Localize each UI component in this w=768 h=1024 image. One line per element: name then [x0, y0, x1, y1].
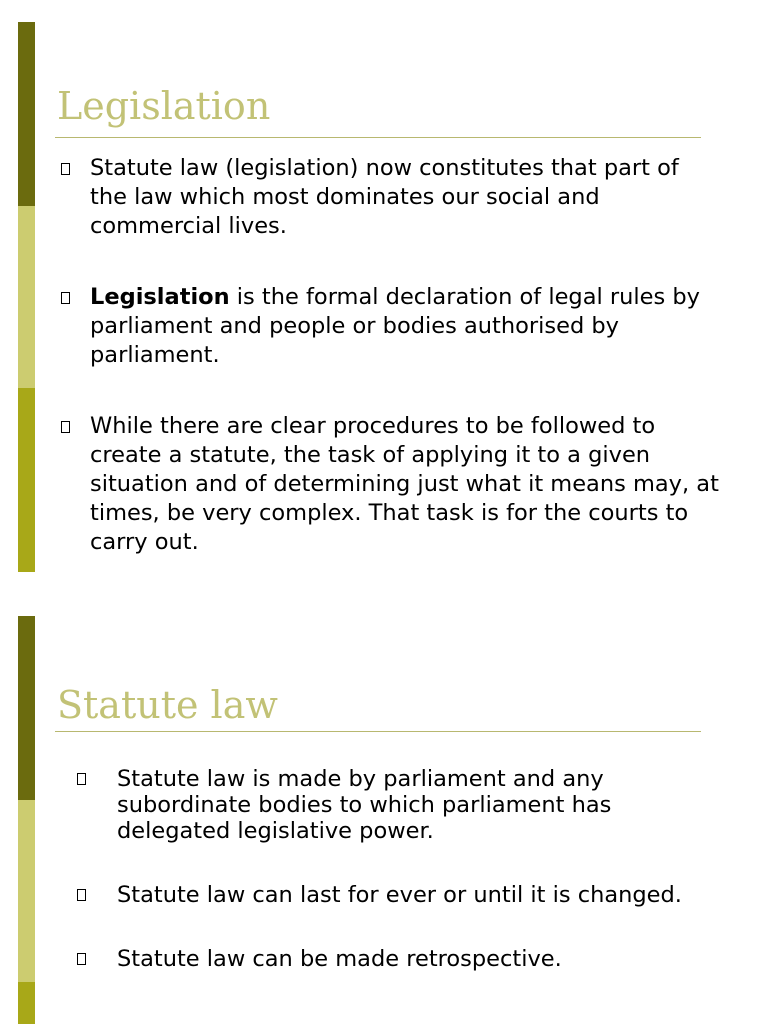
bullet-body: Statute law can last for ever or until it is changed.: [117, 882, 682, 908]
list-item: [57, 412, 722, 557]
square-bullet-icon: [61, 421, 70, 433]
title-rule: [55, 137, 701, 138]
accent-bar: [18, 22, 35, 572]
bullet-text: [90, 412, 722, 557]
slide-title: Legislation: [57, 84, 271, 128]
bullet-text: [90, 283, 722, 370]
list-item: [57, 946, 697, 972]
accent-bar-mid-segment: [18, 388, 35, 572]
accent-bar-dark-segment: [18, 22, 35, 206]
bullet-body: is the formal declaration of legal rules by parliament and people or bodies authorised by parliament.: [90, 284, 700, 368]
list-item: [57, 882, 697, 908]
accent-bar-light-segment: [18, 800, 35, 982]
bullet-bold-term: Legislation: [90, 284, 230, 310]
accent-bar-light-segment: [18, 206, 35, 388]
accent-bar-dark-segment: [18, 616, 35, 800]
list-item: [57, 283, 722, 370]
bullet-body: Statute law (legislation) now constitutes that part of the law which most dominates our social and commercial lives.: [90, 155, 679, 239]
bullet-body: Statute law is made by parliament and any subordinate bodies to which parliament has delegated legislative power.: [117, 766, 612, 844]
square-bullet-icon: [61, 292, 70, 304]
bullet-body: While there are clear procedures to be followed to create a statute, the task of applying it to a given situation and of determining just what it means may, at times, be very complex. That task is for the courts to carry out.: [90, 413, 719, 555]
bullet-body: Statute law can be made retrospective.: [117, 946, 562, 972]
list-item: [57, 766, 697, 844]
accent-bar: [18, 616, 35, 1024]
bullet-text: [117, 766, 697, 844]
slide-statute-law: [0, 590, 768, 1024]
square-bullet-icon: [77, 953, 86, 965]
bullet-text: [117, 946, 697, 972]
bullet-list: [57, 154, 722, 557]
list-item: [57, 154, 722, 241]
bullet-text: [117, 882, 697, 908]
bullet-list: [57, 766, 697, 972]
square-bullet-icon: [77, 773, 86, 785]
title-rule: [55, 731, 701, 732]
slide-title: Statute law: [57, 683, 278, 727]
square-bullet-icon: [77, 889, 86, 901]
accent-bar-mid-segment: [18, 982, 35, 1024]
square-bullet-icon: [61, 163, 70, 175]
bullet-text: [90, 154, 722, 241]
